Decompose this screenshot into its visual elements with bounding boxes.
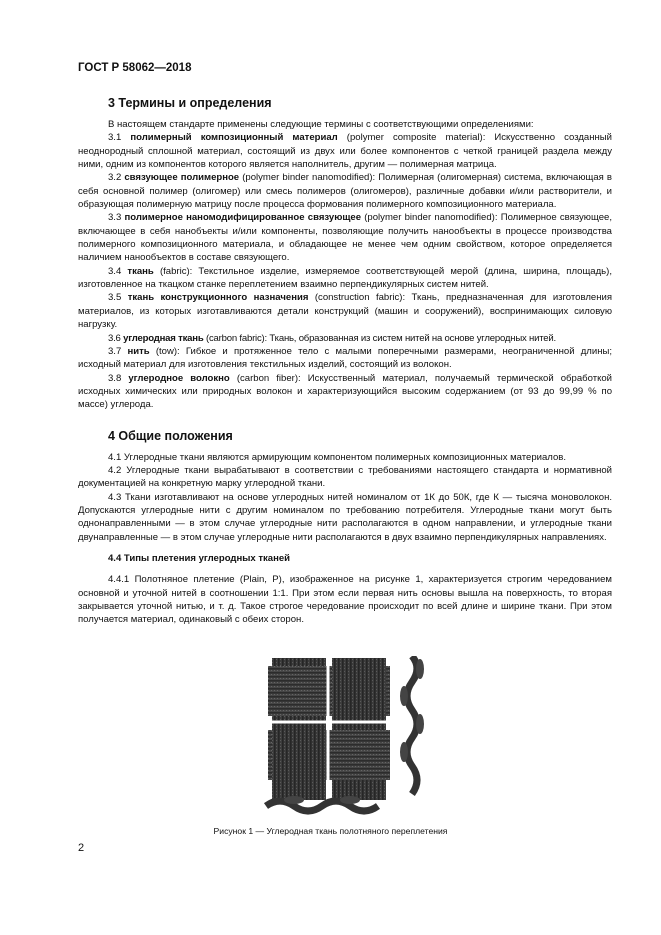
clause-4-4-1: 4.4.1 Полотняное плетение (Plain, P), изображенное на рисунке 1, характеризуется строгим чередованием основной и уточной нитей в соотношении 1:1. При этом если первая нить основы вышла на поверхность, то вторая закрывается уточной нитью, и т. д. Такое строгое чередование происходит по всей длине и ширине ткани. При этом получается материал, одинаковый с обеих сторон. xyxy=(78,574,612,626)
clause-4-3: 4.3 Ткани изготавливают на основе углеродных нитей номиналом от 1К до 50К, где К — тысяча моноволокон. Допускаются углеродные нити с другим номиналом по требованию потребителя. Углеродные ткани могут быть однонаправленными — в этом случае углеродные нити располагаются в одном направлении, и углеродные ткани двунаправленные — в этом случае углеродные нити располагаются в двух взаимно перпендикулярных направлениях. xyxy=(78,491,612,543)
term-3-3-name: полимерное наномодифицированное связующее xyxy=(124,212,362,224)
clause-4-1: 4.1 Углеродные ткани являются армирующим компонентом полимерных композиционных материалов. xyxy=(108,451,567,463)
standard-code: ГОСТ Р 58062—2018 xyxy=(78,62,192,74)
term-3-2: 3.2 связующее полимерное (polymer binder nanomodified): Полимерная (олигомерная) система, включающая в себя основной полимер (олигомер) или смесь полимеров (олигомеров), различные добавки и/или растворители, и образующая полимерную матрицу после процесса формования полимерного композиционного материала. xyxy=(78,172,612,211)
term-3-6: 3.6 углеродная ткань (carbon fabric): Ткань, образованная из систем нитей на основе углеродных нитей. xyxy=(108,332,556,344)
figure-caption: Рисунок 1 — Углеродная ткань полотняного переплетения xyxy=(213,826,448,836)
page-number: 2 xyxy=(78,842,85,854)
term-3-3: 3.3 полимерное наномодифицированное связующее (polymer binder nanomodified): Полимерное связующее, включающее в себя нанобъекты и/или компоненты, позволяющие получить нанообъекты в процессе производства полимерного композиционного материала, и обладающее не менее чем одним свойством, которое определяется наличием нанообъектов в составе связующего. xyxy=(78,212,612,264)
term-3-8-name: углеродное волокно xyxy=(128,372,230,384)
section-3-intro: В настоящем стандарте применены следующие термины с соответствующими определениями: xyxy=(108,119,534,130)
clause-4-2: 4.2 Углеродные ткани вырабатывают в соответствии с требованиями настоящего стандарта и нормативной документацией на конкретную марку углеродной ткани. xyxy=(78,464,612,490)
term-3-1: 3.1 полимерный композиционный материал (polymer composite material): Искусственно созданный неоднородный сплошной материал, состоящий из двух или более компонентов с четкой границей раздела между ними, одним из компонентов которого является наполнитель, другим — полимерная матрица. xyxy=(78,132,612,171)
term-3-2-name: связующее полимерное xyxy=(124,172,240,184)
term-3-4-name: ткань xyxy=(127,265,154,277)
term-3-8: 3.8 углеродное волокно (carbon fiber): Искусственный материал, получаемый термической обработкой исходных химических или природных волокон и характеризующийся высоким содержанием (от 93 до 99,99 % по массе) углерода. xyxy=(78,372,612,411)
subsection-4-4-title: 4.4 Типы плетения углеродных тканей xyxy=(108,552,291,564)
term-3-5: 3.5 ткань конструкционного назначения (construction fabric): Ткань, предназначенная для изготовления материалов, из которых изготавливаются детали конструкций (машин и сооружений), воспринимающих силовую нагрузку. xyxy=(78,292,612,331)
section-4-title: 4 Общие положения xyxy=(108,428,233,443)
weave-cross-section-side xyxy=(407,656,417,794)
term-3-6-name: углеродная ткань xyxy=(123,332,204,344)
term-3-7: 3.7 нить (tow): Гибкое и протяженное тело с малыми поперечными размерами, неограниченной длины; исходный материал для изготовления текстильных изделий, состоящий из волокон. xyxy=(78,345,612,371)
section-3-title: 3 Термины и определения xyxy=(108,96,272,110)
term-3-5-name: ткань конструкционного назначения xyxy=(127,292,309,304)
term-3-4: 3.4 ткань (fabric): Текстильное изделие, измеряемое соответствующей мерой (длина, ширина, площадь), изготовленное на ткацком станке переплетением взаимно перпендикулярных систем нитей. xyxy=(78,265,612,291)
plain-weave-figure xyxy=(262,656,452,816)
term-3-7-name: нить xyxy=(127,345,150,357)
weave-cross-section-bottom xyxy=(266,801,378,811)
term-3-1-name: полимерный композиционный материал xyxy=(130,132,338,144)
document-body xyxy=(78,88,612,627)
